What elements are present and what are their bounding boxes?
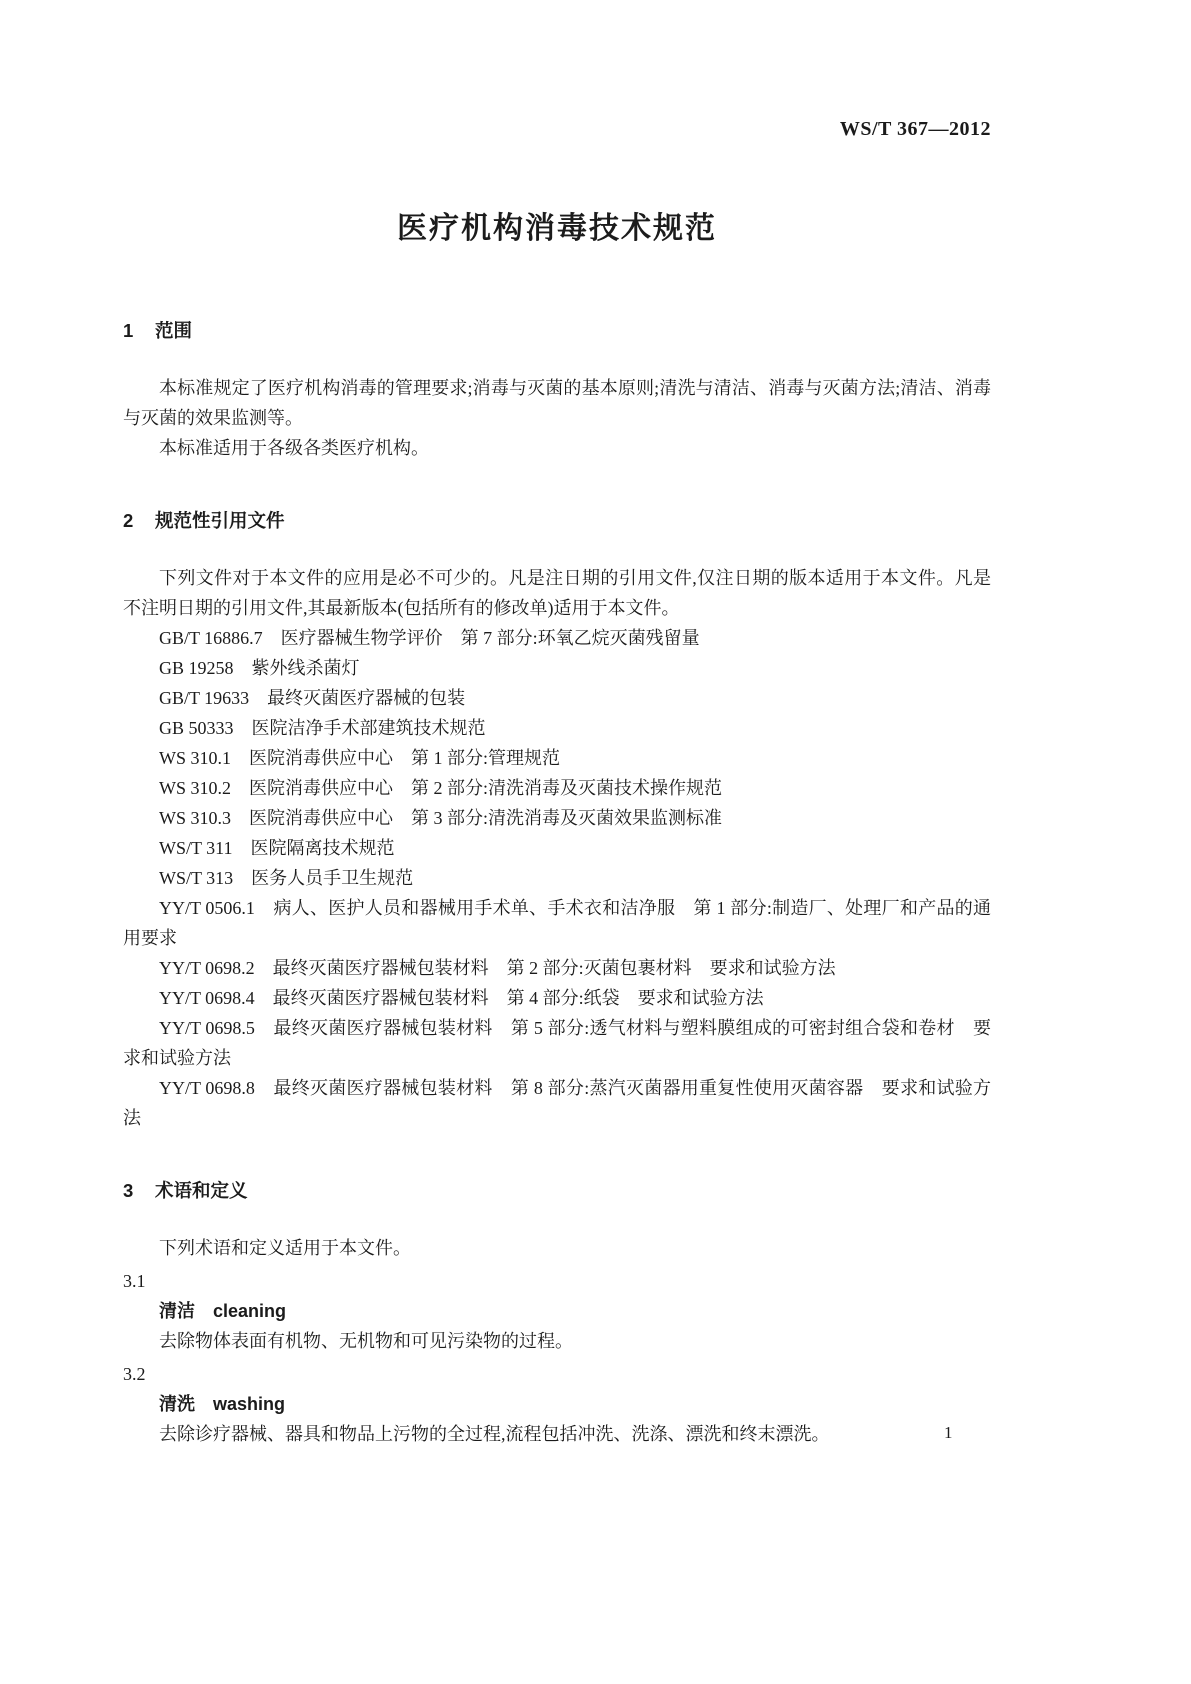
term-number-3-1: 3.1 (123, 1271, 146, 1291)
reference-item: WS/T 311 医院隔离技术规范 (159, 838, 395, 858)
reference-item: YY/T 0506.1 病人、医护人员和器械用手术单、手术衣和洁净服 第 1 部分:制造厂、处理厂和产品的通用要求 (123, 898, 991, 948)
reference-item: GB 50333 医院洁净手术部建筑技术规范 (159, 718, 486, 738)
scope-paragraph-1: 本标准规定了医疗机构消毒的管理要求;消毒与灭菌的基本原则;清洗与清洁、消毒与灭菌方法;清洁、消毒与灭菌的效果监测等。 (123, 378, 991, 428)
term-title-washing: 清洗 washing (159, 1394, 286, 1414)
reference-item: YY/T 0698.2 最终灭菌医疗器械包装材料 第 2 部分:灭菌包裹材料 要求和试验方法 (159, 958, 836, 978)
reference-item: GB/T 16886.7 医疗器械生物学评价 第 7 部分:环氧乙烷灭菌残留量 (159, 628, 700, 648)
section-1-heading (123, 319, 991, 343)
scope-paragraph-2: 本标准适用于各级各类医疗机构。 (159, 438, 429, 458)
references-intro: 下列文件对于本文件的应用是必不可少的。凡是注日期的引用文件,仅注日期的版本适用于本文件。凡是不注明日期的引用文件,其最新版本(包括所有的修改单)适用于本文件。 (123, 568, 991, 618)
reference-item: YY/T 0698.8 最终灭菌医疗器械包装材料 第 8 部分:蒸汽灭菌器用重复性使用灭菌容器 要求和试验方法 (123, 1078, 991, 1128)
term-definition-washing: 去除诊疗器械、器具和物品上污物的全过程,流程包括冲洗、洗涤、漂洗和终末漂洗。 (159, 1424, 830, 1444)
reference-item: YY/T 0698.4 最终灭菌医疗器械包装材料 第 4 部分:纸袋 要求和试验方法 (159, 988, 764, 1008)
standard-number: WS/T 367—2012 (839, 118, 991, 140)
section-heading-label: 规范性引用文件 (155, 510, 285, 531)
reference-item: YY/T 0698.5 最终灭菌医疗器械包装材料 第 5 部分:透气材料与塑料膜组成的可密封组合袋和卷材 要求和试验方法 (123, 1018, 991, 1068)
document-body (123, 319, 991, 1449)
reference-item: WS/T 313 医务人员手卫生规范 (159, 868, 414, 888)
term-number-3-2: 3.2 (123, 1364, 146, 1384)
section-heading-label: 范围 (155, 320, 193, 341)
document-content (123, 118, 991, 1449)
section-number: 3 (123, 1180, 134, 1201)
section-number: 2 (123, 510, 134, 531)
reference-item: GB/T 19633 最终灭菌医疗器械的包装 (159, 688, 466, 708)
section-2-heading (123, 509, 991, 533)
reference-item: WS 310.3 医院消毒供应中心 第 3 部分:清洗消毒及灭菌效果监测标准 (159, 808, 722, 828)
reference-item: GB 19258 紫外线杀菌灯 (159, 658, 360, 678)
terms-intro: 下列术语和定义适用于本文件。 (159, 1238, 411, 1258)
reference-item: WS 310.1 医院消毒供应中心 第 1 部分:管理规范 (159, 748, 560, 768)
section-heading-label: 术语和定义 (155, 1180, 248, 1201)
section-number: 1 (123, 320, 134, 341)
page-number: 1 (944, 1423, 953, 1442)
document-title: 医疗机构消毒技术规范 (397, 212, 717, 245)
section-3-heading (123, 1179, 991, 1203)
reference-item: WS 310.2 医院消毒供应中心 第 2 部分:清洗消毒及灭菌技术操作规范 (159, 778, 722, 798)
term-definition-cleaning: 去除物体表面有机物、无机物和可见污染物的过程。 (159, 1331, 573, 1351)
term-title-cleaning: 清洁 cleaning (159, 1301, 287, 1321)
